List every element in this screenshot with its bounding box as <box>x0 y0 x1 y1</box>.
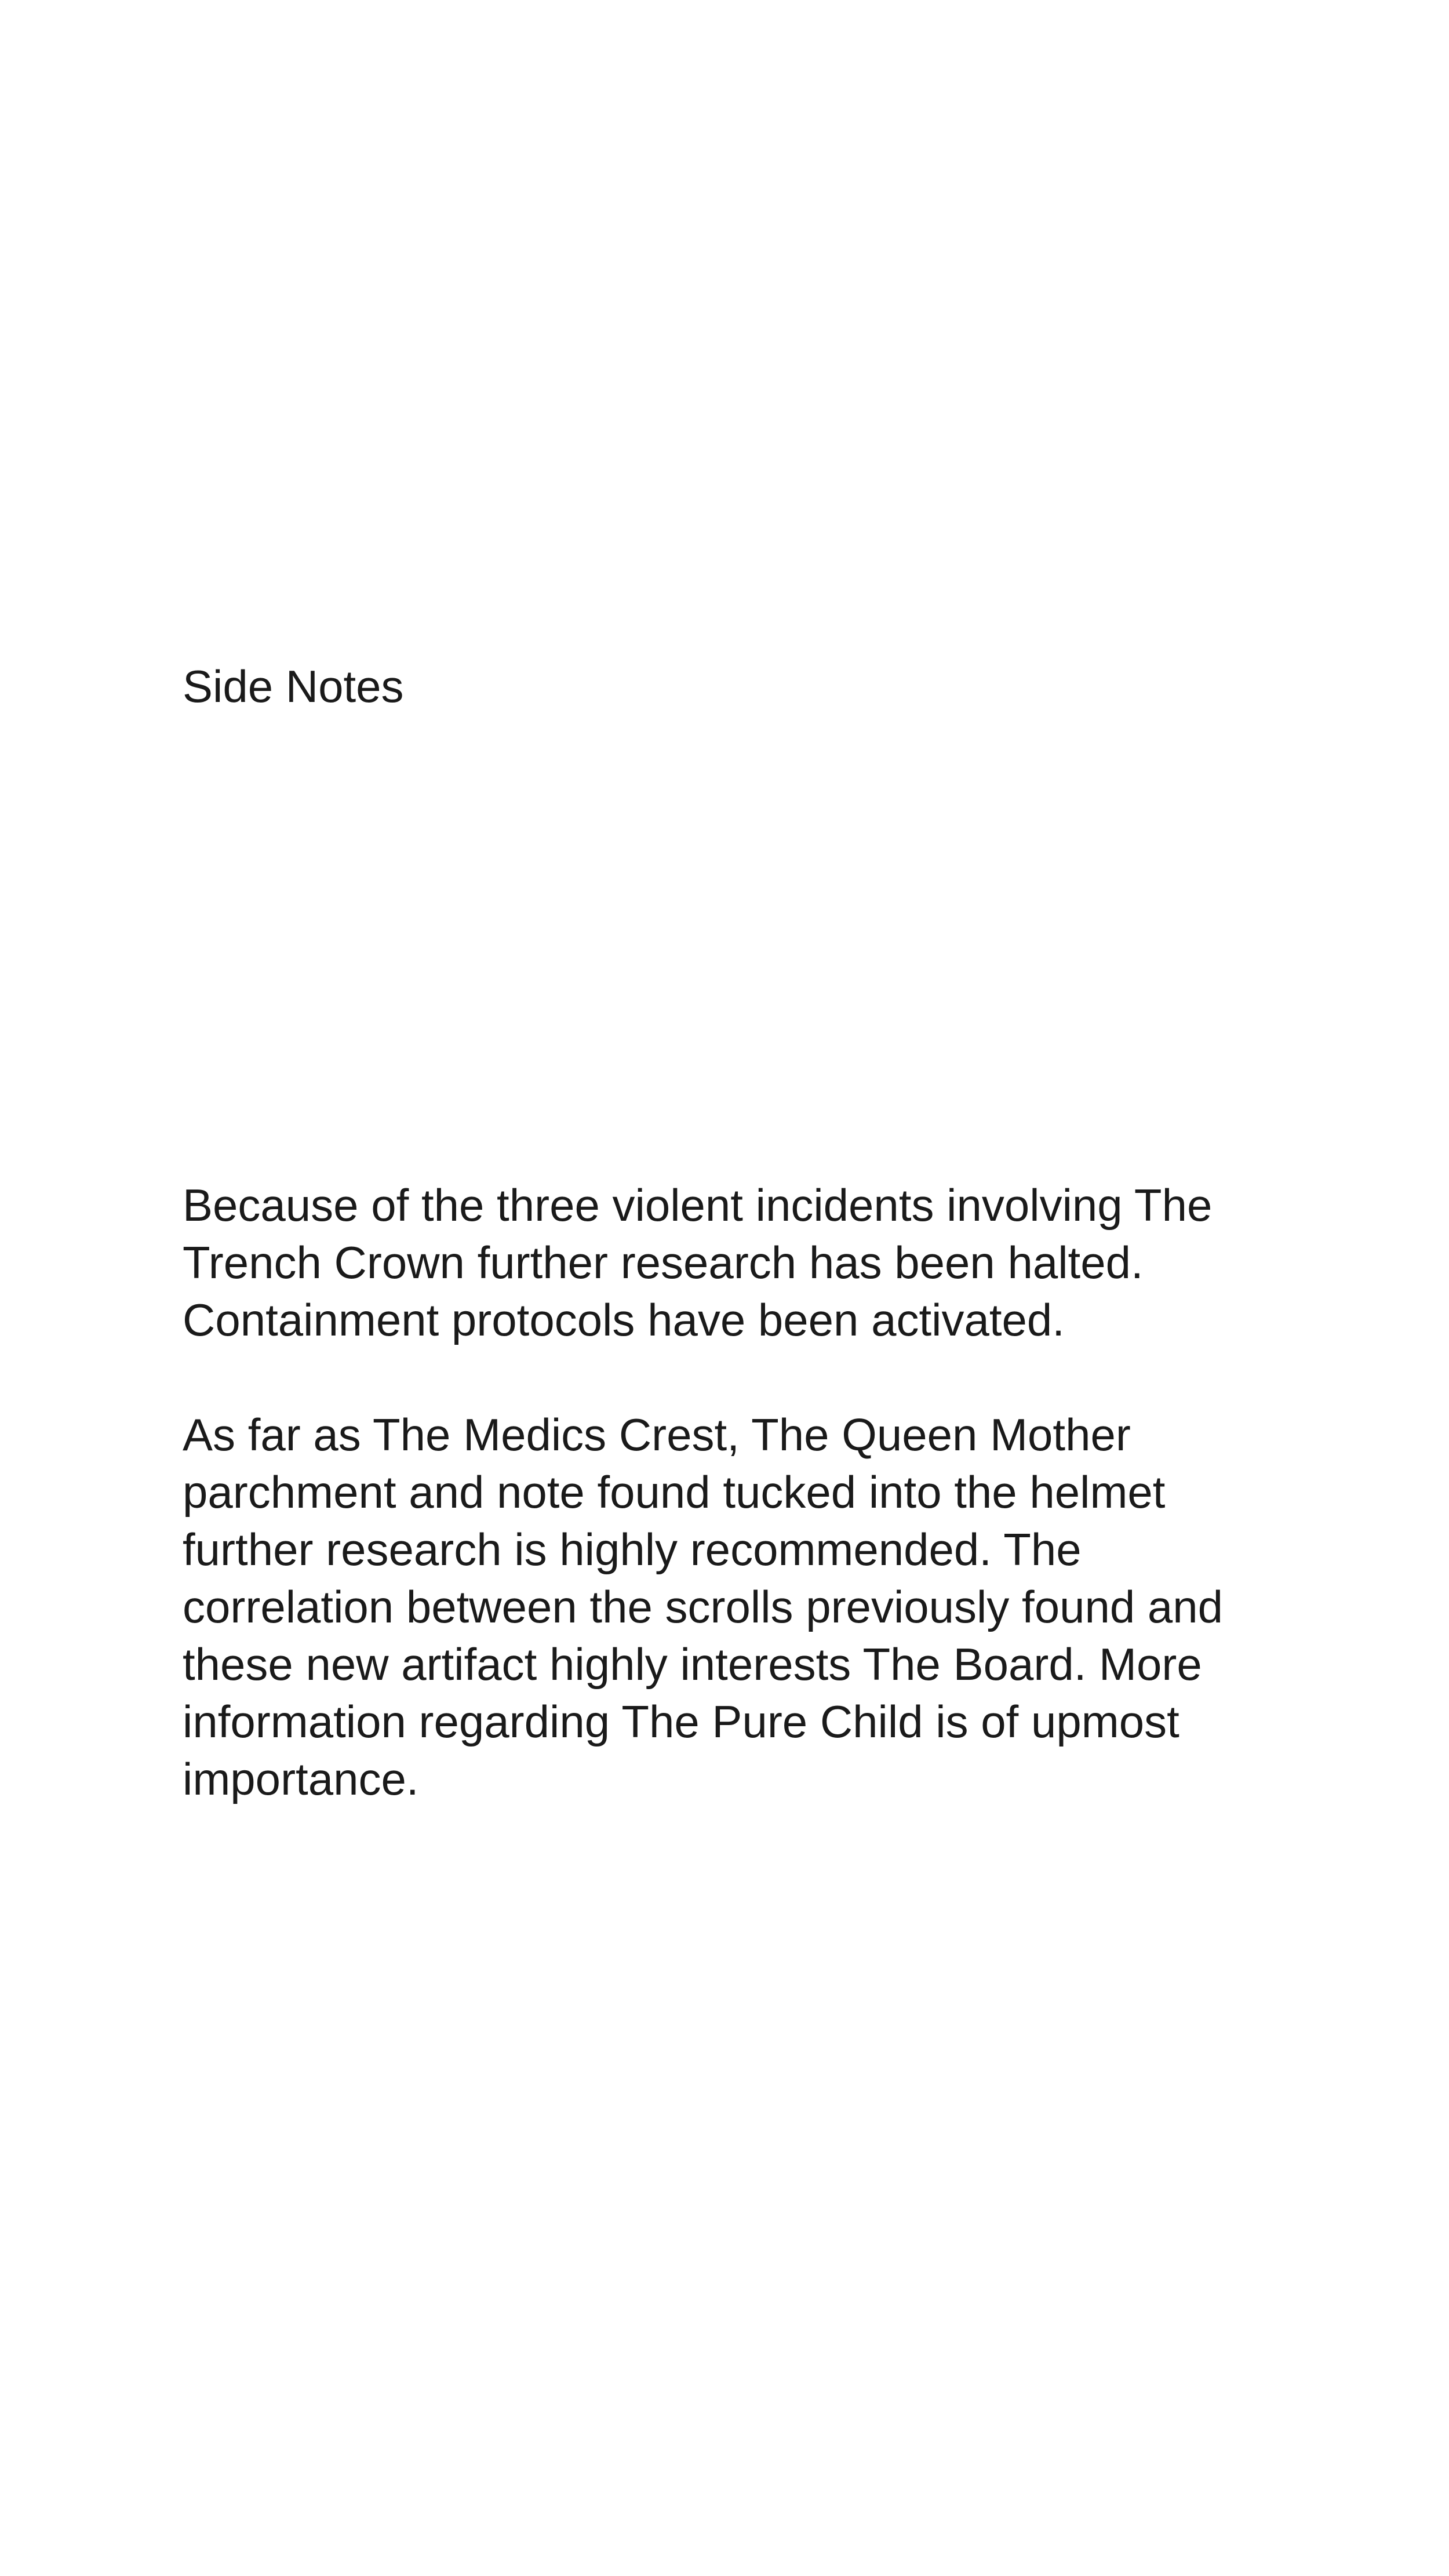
page-title: Side Notes <box>183 661 404 712</box>
paragraph-medics-crest: As far as The Medics Crest, The Queen Mother parchment and note found tucked into the helmet further research is highly recommended. The correlation between the scrolls previously found and these new artifact highly interests The Board. More information regarding The Pure Child is of upmost importance. <box>183 1409 1224 1804</box>
paragraph-trench-crown: Because of the three violent incidents involving The Trench Crown further research has been halted. Containment protocols have been activated. <box>183 1180 1213 1345</box>
notes-body <box>183 1177 1284 1808</box>
